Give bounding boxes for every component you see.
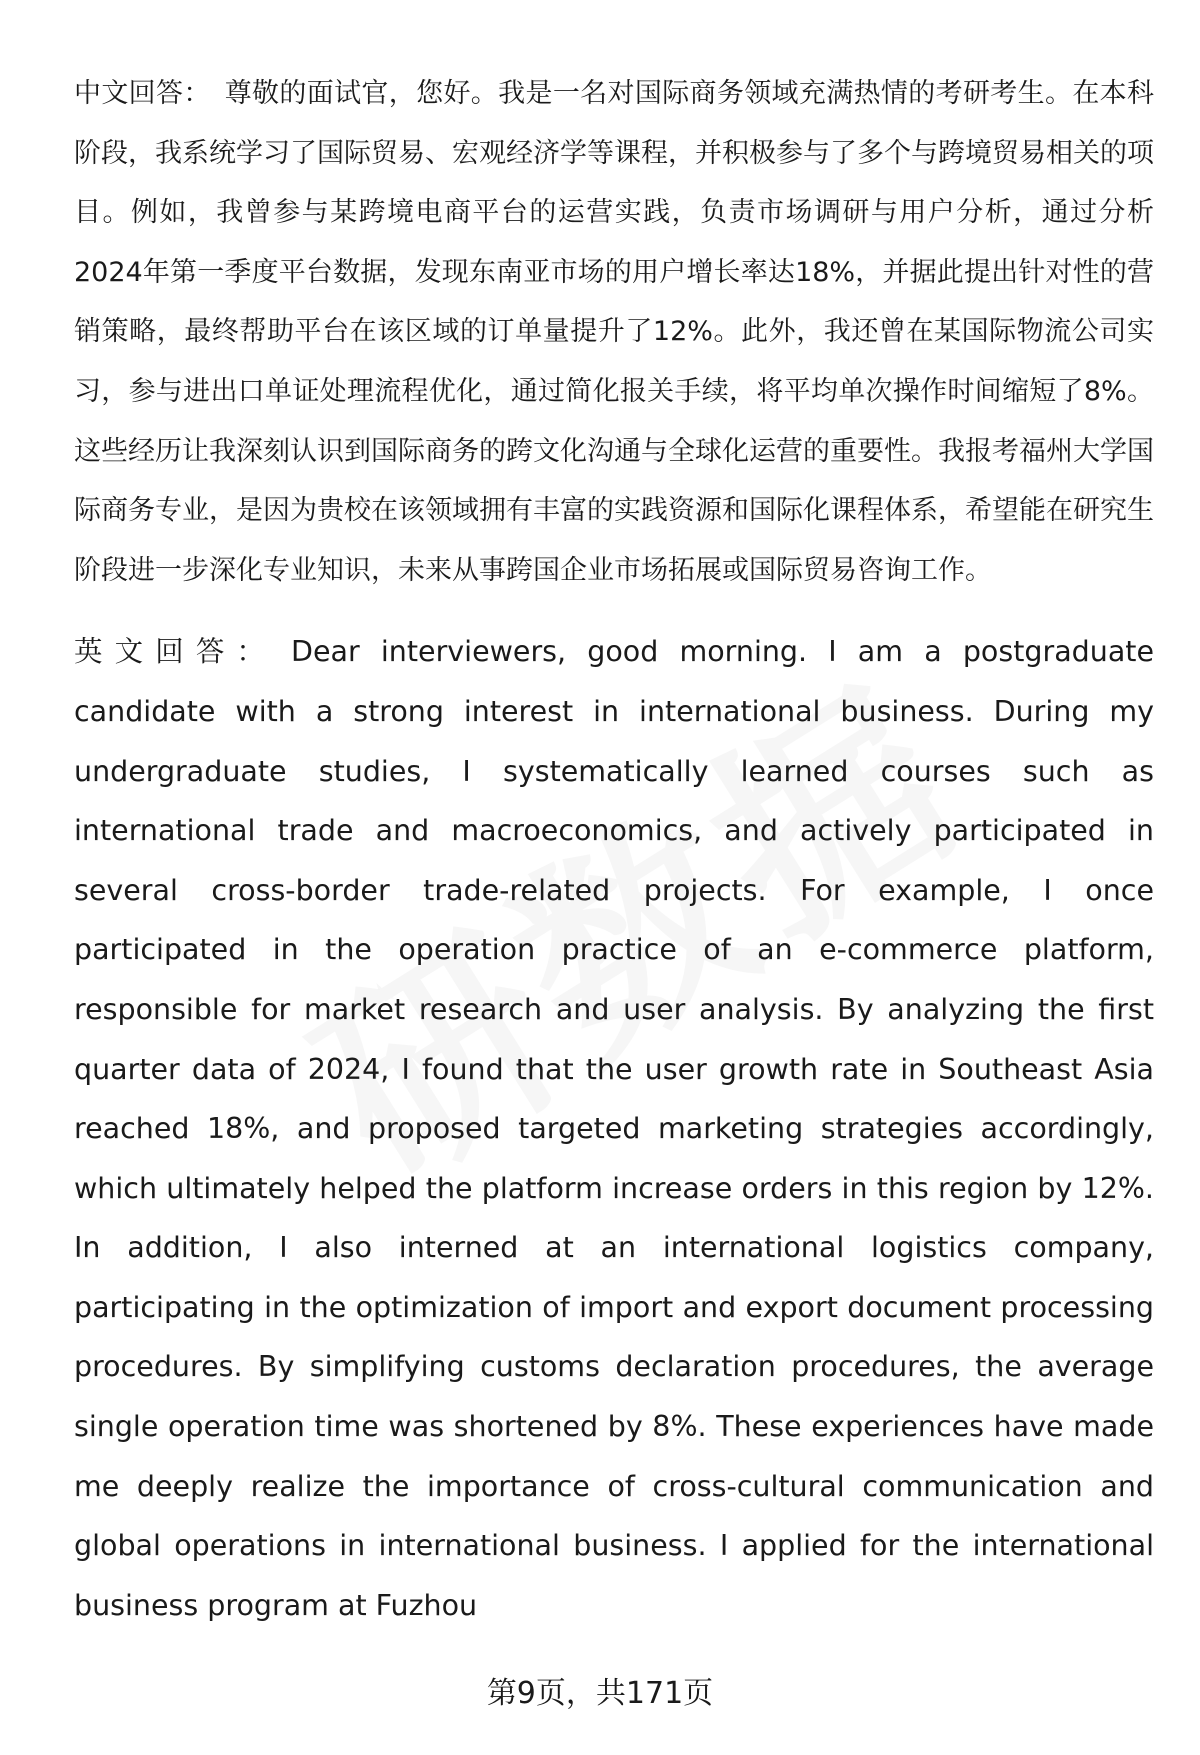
page-content: [74, 64, 1154, 1635]
english-answer-label: 英文回答：: [74, 635, 278, 669]
chinese-answer-label: 中文回答：: [74, 78, 211, 109]
chinese-answer-paragraph: [74, 64, 1154, 600]
chinese-answer-text: 尊敬的面试官，您好。我是一名对国际商务领域充满热情的考研考生。在本科阶段，我系统学习了国际贸易、宏观经济学等课程，并积极参与了多个与跨境贸易相关的项目。例如，我曾参与某跨境电商平台的运营实践，负责市场调研与用户分析，通过分析2024年第一季度平台数据，发现东南亚市场的用户增长率达18%，并据此提出针对性的营销策略，最终帮助平台在该区域的订单量提升了12%。此外，我还曾在某国际物流公司实习，参与进出口单证处理流程优化，通过简化报关手续，将平均单次操作时间缩短了8%。这些经历让我深刻认识到国际商务的跨文化沟通与全球化运营的重要性。我报考福州大学国际商务专业，是因为贵校在该领域拥有丰富的实践资源和国际化课程体系，希望能在研究生阶段进一步深化专业知识，未来从事跨国企业市场拓展或国际贸易咨询工作。: [74, 78, 1155, 586]
english-answer-text: Dear interviewers, good morning. I am a postgraduate candidate with a strong interest in international business. During my undergraduate studies, I systematically learned courses such as international trade and macroeconomics, and actively participated in several cross-border trade-related projects. For example, I once participated in the operation practice of an e-commerce platform, responsible for market research and user analysis. By analyzing the first quarter data of 2024, I found that the user growth rate in Southeast Asia reached 18%, and proposed targeted marketing strategies accordingly, which ultimately helped the platform increase orders in this region by 12%. In addition, I also interned at an international logistics company, participating in the optimization of import and export document processing procedures. By simplifying customs declaration procedures, the average single operation time was shortened by 8%. These experiences have made me deeply realize the importance of cross-cultural communication and global operations in international business. I applied for the international business program at Fuzhou: [74, 635, 1154, 1622]
english-answer-paragraph: [74, 622, 1154, 1635]
page-number-footer: 第9页，共171页: [486, 1676, 714, 1711]
